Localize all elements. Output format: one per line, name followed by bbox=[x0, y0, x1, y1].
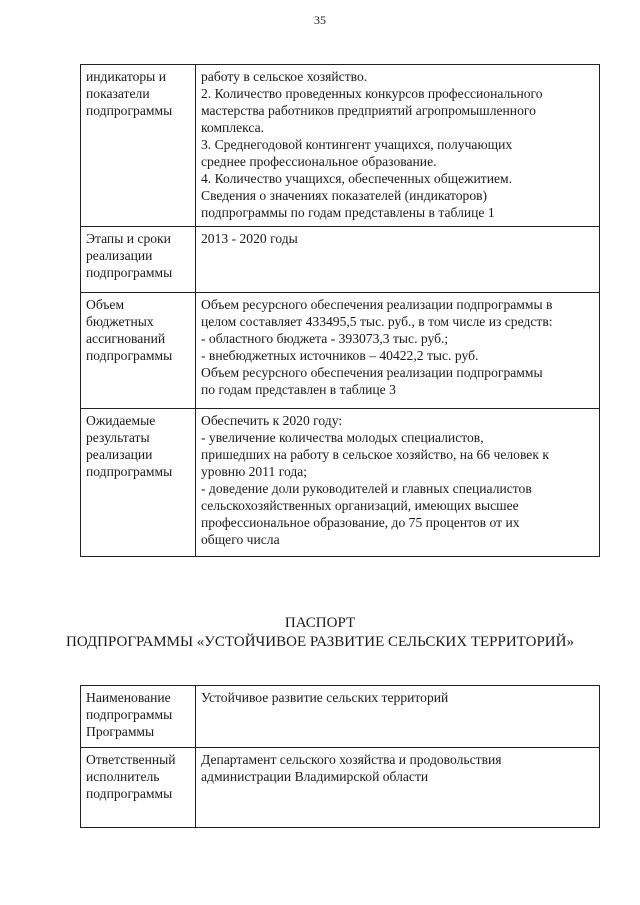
content-line: администрации Владимирской области bbox=[201, 769, 429, 784]
label-line: показатели bbox=[86, 86, 150, 101]
row-content bbox=[196, 748, 600, 828]
content-line: мастерства работников предприятий агропромышленного bbox=[201, 103, 536, 118]
row-label bbox=[81, 227, 196, 293]
table-row-name bbox=[81, 686, 600, 748]
content-line: 2. Количество проведенных конкурсов профессионального bbox=[201, 86, 543, 101]
row-label bbox=[81, 748, 196, 828]
content-line: общего числа bbox=[201, 532, 280, 547]
content-line: сельскохозяйственных организаций, имеющих высшее bbox=[201, 498, 519, 513]
content-line: 3. Среднегодовой контингент учащихся, получающих bbox=[201, 137, 513, 152]
content-line: по годам представлен в таблице 3 bbox=[201, 382, 396, 397]
content-line: 4. Количество учащихся, обеспеченных общежитием. bbox=[201, 171, 513, 186]
label-line: подпрограммы bbox=[86, 786, 173, 801]
content-line: - областного бюджета - 393073,3 тыс. руб.; bbox=[201, 331, 449, 346]
content-line: - внебюджетных источников – 40422,2 тыс. руб. bbox=[201, 348, 479, 363]
label-line: Наименование bbox=[86, 690, 171, 705]
content-line: Устойчивое развитие сельских территорий bbox=[201, 690, 449, 705]
label-line: Этапы и сроки bbox=[86, 231, 171, 246]
label-line: Ответственный bbox=[86, 752, 176, 767]
row-content bbox=[196, 65, 600, 227]
content-line: - увеличение количества молодых специалистов, bbox=[201, 430, 484, 445]
passport-heading bbox=[0, 614, 640, 652]
passport-table-continued bbox=[80, 64, 600, 557]
content-line: пришедших на работу в сельское хозяйство, на 66 человек к bbox=[201, 447, 549, 462]
row-label bbox=[81, 409, 196, 557]
label-line: бюджетных bbox=[86, 314, 154, 329]
label-line: реализации bbox=[86, 248, 153, 263]
label-line: Ожидаемые bbox=[86, 413, 156, 428]
content-line: Департамент сельского хозяйства и продовольствия bbox=[201, 752, 502, 767]
row-label bbox=[81, 686, 196, 748]
row-content bbox=[196, 293, 600, 409]
content-line: среднее профессиональное образование. bbox=[201, 154, 437, 169]
row-label bbox=[81, 293, 196, 409]
content-line: Объем ресурсного обеспечения реализации подпрограммы bbox=[201, 365, 543, 380]
label-line: подпрограммы bbox=[86, 464, 173, 479]
heading-line-1: ПАСПОРТ bbox=[284, 615, 356, 631]
row-label bbox=[81, 65, 196, 227]
row-content bbox=[196, 227, 600, 293]
label-line: результаты bbox=[86, 430, 150, 445]
content-line: целом составляет 433495,5 тыс. руб., в том числе из средств: bbox=[201, 314, 553, 329]
content-line: работу в сельское хозяйство. bbox=[201, 69, 368, 84]
content-line: комплекса. bbox=[201, 120, 265, 135]
page-number: 35 bbox=[314, 13, 326, 27]
table-row-budget bbox=[81, 293, 600, 409]
content-line: Сведения о значениях показателей (индикаторов) bbox=[201, 188, 488, 203]
content-line: уровню 2011 года; bbox=[201, 464, 308, 479]
table-row-executor bbox=[81, 748, 600, 828]
label-line: индикаторы и bbox=[86, 69, 166, 84]
table-row-expected-results bbox=[81, 409, 600, 557]
content-line: - доведение доли руководителей и главных специалистов bbox=[201, 481, 532, 496]
label-line: подпрограммы bbox=[86, 707, 173, 722]
label-line: подпрограммы bbox=[86, 265, 173, 280]
label-line: Программы bbox=[86, 724, 155, 739]
label-line: исполнитель bbox=[86, 769, 160, 784]
label-line: ассигнований bbox=[86, 331, 166, 346]
content-line: подпрограммы по годам представлены в таблице 1 bbox=[201, 205, 495, 220]
content-line: Объем ресурсного обеспечения реализации подпрограммы в bbox=[201, 297, 553, 312]
content-line: 2013 - 2020 годы bbox=[201, 231, 298, 246]
label-line: реализации bbox=[86, 447, 153, 462]
table-row-indicators bbox=[81, 65, 600, 227]
label-line: подпрограммы bbox=[86, 348, 173, 363]
row-content bbox=[196, 686, 600, 748]
label-line: Объем bbox=[86, 297, 125, 312]
table-row-stages bbox=[81, 227, 600, 293]
passport-table bbox=[80, 685, 600, 828]
row-content bbox=[196, 409, 600, 557]
content-line: профессиональное образование, до 75 процентов от их bbox=[201, 515, 520, 530]
heading-line-2: ПОДПРОГРАММЫ «УСТОЙЧИВОЕ РАЗВИТИЕ СЕЛЬСКИХ ТЕРРИТОРИЙ» bbox=[66, 634, 574, 650]
content-line: Обеспечить к 2020 году: bbox=[201, 413, 343, 428]
label-line: подпрограммы bbox=[86, 103, 173, 118]
